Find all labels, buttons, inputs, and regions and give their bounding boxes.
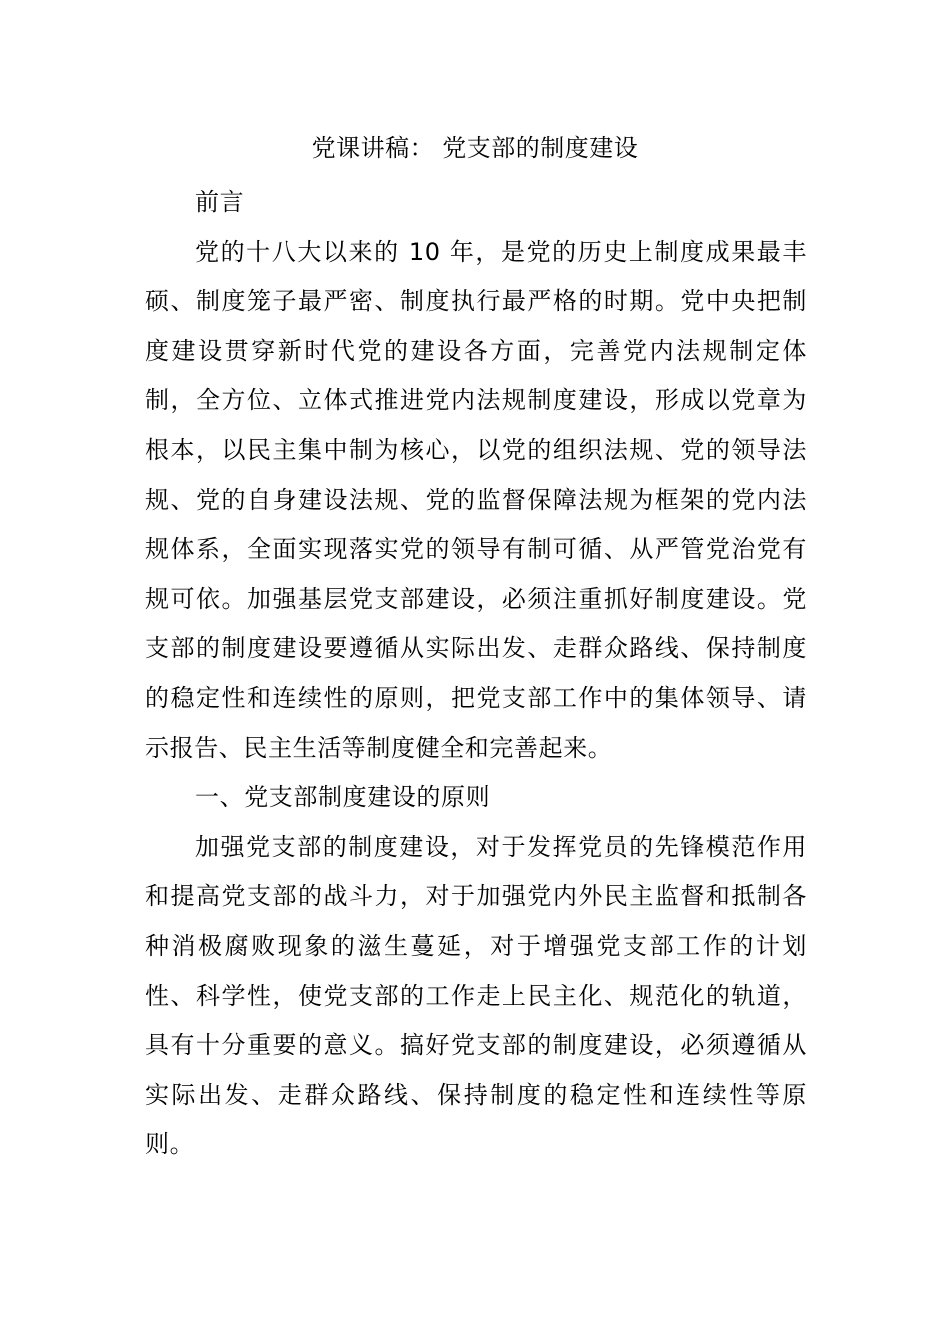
paragraph-principles-body: 加强党支部的制度建设，对于发挥党员的先锋模范作用和提高党支部的战斗力，对于加强党内外民主监督和抵制各种消极腐败现象的滋生蔓延，对于增强党支部工作的计划性、科学性，使党支部的工作走上民主化、规范化的轨道，具有十分重要的意义。搞好党支部的制度建设，必须遵循从实际出发、走群众路线、保持制度的稳定性和连续性等原则。 [145, 832, 807, 1159]
paragraph-preface-body: 党的十八大以来的 10 年，是党的历史上制度成果最丰硕、制度笼子最严密、制度执行最严格的时期。党中央把制度建设贯穿新时代党的建设各方面，完善党内法规制定体制，全方位、立体式推进党内法规制度建设，形成以党章为根本，以民主集中制为核心，以党的组织法规、党的领导法规、党的自身建设法规、党的监督保障法规为框架的党内法规体系，全面实现落实党的领导有制可循、从严管党治党有规可依。加强基层党支部建设，必须注重抓好制度建设。党支部的制度建设要遵循从实际出发、走群众路线、保持制度的稳定性和连续性的原则，把党支部工作中的集体领导、请示报告、民主生活等制度健全和完善起来。 [145, 237, 807, 762]
document-body [145, 178, 807, 1170]
section-heading-principles: 一、党支部制度建设的原则 [195, 783, 491, 812]
section-heading-preface: 前言 [195, 188, 245, 216]
document-title: 党课讲稿： 党支部的制度建设 [311, 134, 639, 162]
